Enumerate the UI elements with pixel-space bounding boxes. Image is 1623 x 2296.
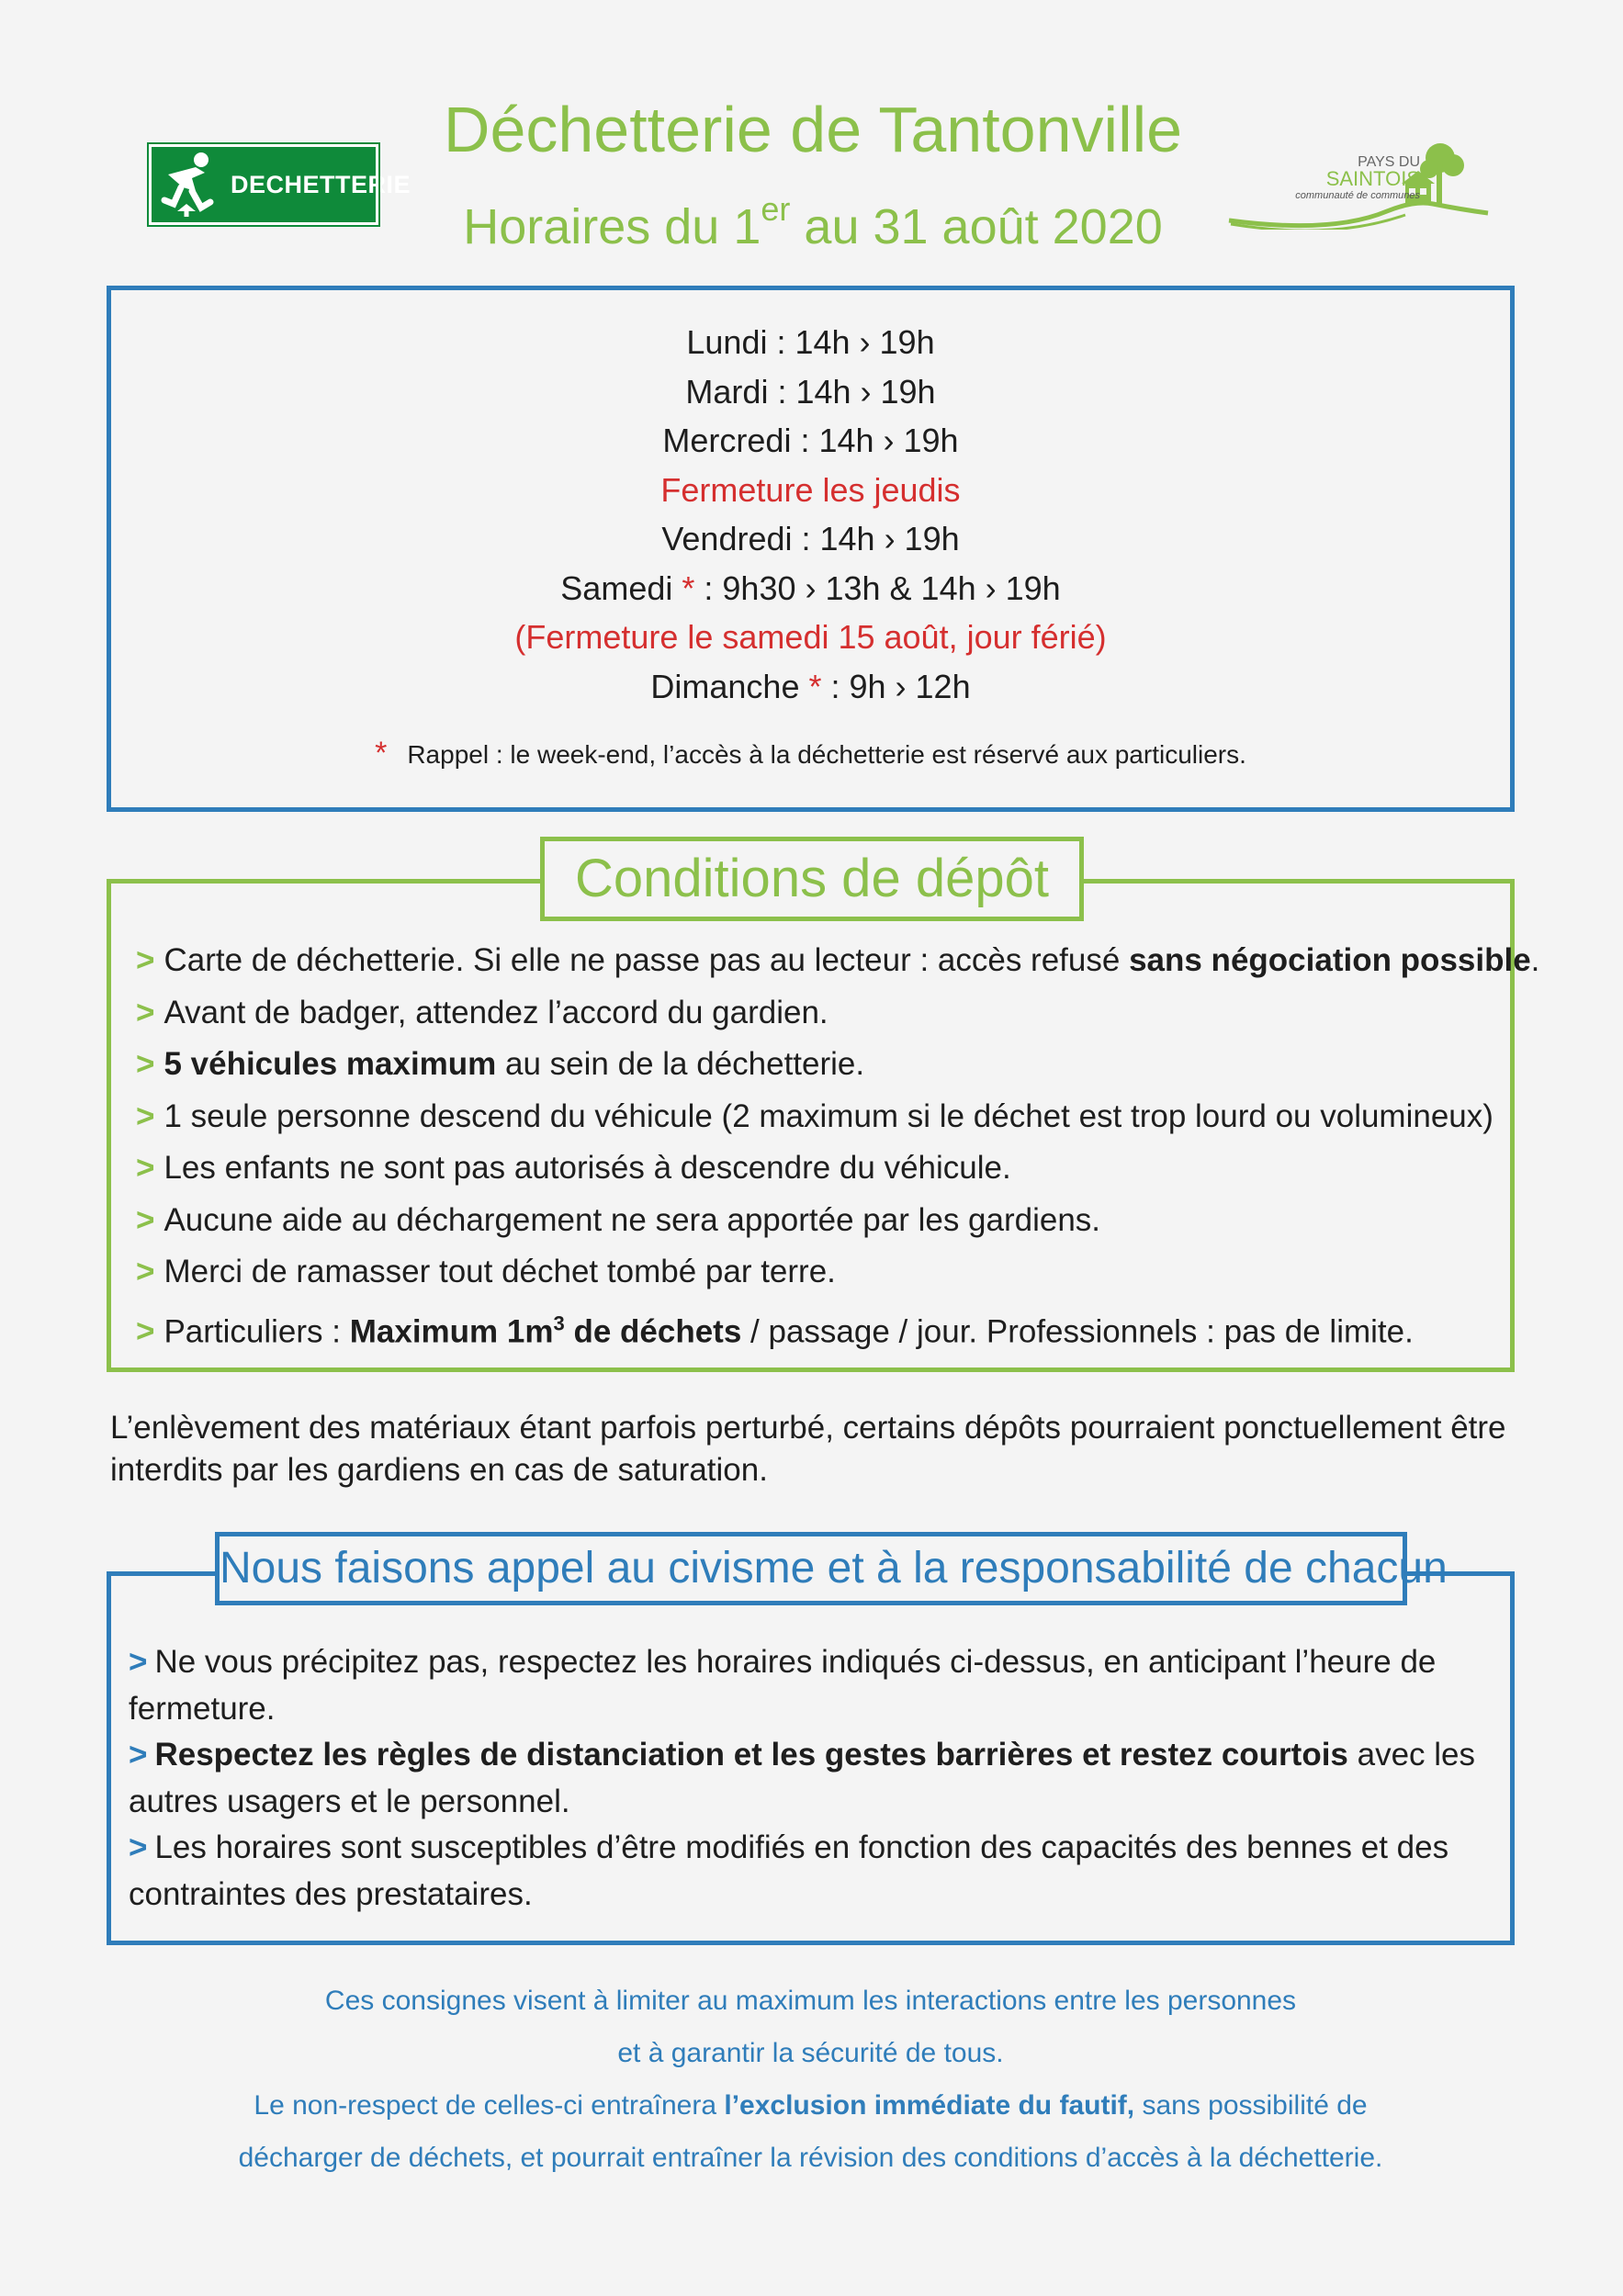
condition-item: > Aucune aide au déchargement ne sera apportée par les gardiens. (136, 1201, 1101, 1238)
hours-saturday: Samedi * : 9h30 › 13h & 14h › 19h (560, 568, 1061, 607)
pays-du-saintois-logo (1222, 138, 1497, 230)
page-subtitle: Horaires du 1er au 31 août 2020 (463, 190, 1163, 254)
weekend-reminder: * Rappel : le week-end, l’accès à la déchetterie est réservé aux particuliers. (375, 736, 1246, 771)
logo-right-line1: PAYS DU (1358, 154, 1420, 170)
dechetterie-logo (149, 144, 411, 225)
logo-right-line3: communauté de communes (1295, 190, 1420, 201)
hours-monday: Lundi : 14h › 19h (686, 323, 935, 361)
hours-friday: Vendredi : 14h › 19h (661, 520, 960, 557)
hours-tuesday: Mardi : 14h › 19h (685, 372, 936, 411)
condition-item: > Merci de ramasser tout déchet tombé par terre. (136, 1254, 836, 1289)
hours-sunday: Dimanche * : 9h › 12h (650, 667, 971, 705)
hours-thursday-closed: Fermeture les jeudis (660, 470, 961, 509)
conditions-list (136, 935, 1540, 1358)
condition-item: > Les enfants ne sont pas autorisés à descendre du véhicule. (136, 1150, 1011, 1186)
page-title: Déchetterie de Tantonville (443, 94, 1183, 165)
logo-right-line2: SAINTOIS (1325, 167, 1420, 190)
footer-notice (107, 1975, 1515, 2184)
civisme-item: > Ne vous précipitez pas, respectez les horaires indiqués ci-dessus, en anticipant l’heure de fermeture. (129, 1644, 1437, 1727)
condition-item: > Particuliers : Maximum $1m^3$ de déchets / passage / jour. Professionnels : pas de limite. (136, 1311, 1414, 1350)
condition-item: > 5 véhicules maximum au sein de la déchetterie. (136, 1046, 865, 1082)
condition-item: > Avant de badger, attendez l’accord du gardien. (136, 994, 828, 1030)
footer-line: Le non-respect de celles-ci entraînera l’exclusion immédiate du fautif, sans possibilité de (254, 2090, 1368, 2121)
condition-item: > 1 seule personne descend du véhicule (2 maximum si le déchet est trop lourd ou volumineux) (136, 1097, 1493, 1134)
recycling-person-icon (155, 148, 220, 221)
hours-list (107, 318, 1515, 711)
hours-wednesday: Mercredi : 14h › 19h (662, 422, 959, 459)
footer-line: Ces consignes visent à limiter au maximum les interactions entre les personnes (324, 1986, 1297, 2016)
civisme-item: > Respectez les règles de distanciation et les gestes barrières et restez courtois avec les autres usagers et le personnel. (129, 1737, 1476, 1819)
saturation-note: L’enlèvement des matériaux étant parfois perturbé, certains dépôts pourraient ponctuellement être interdits par les gardiens en cas de saturation. (110, 1410, 1506, 1488)
civisme-item: > Les horaires sont susceptibles d’être modifiés en fonction des capacités des bennes et des contraintes des prestataires. (129, 1829, 1449, 1912)
logo-text: DECHETTERIE (231, 170, 411, 198)
conditions-title: Conditions de dépôt (540, 837, 1084, 921)
hours-saturday-closure: (Fermeture le samedi 15 août, jour férié) (514, 618, 1107, 656)
condition-item: > Carte de déchetterie. Si elle ne passe pas au lecteur : accès refusé sans négociation possible. (136, 942, 1540, 978)
footer-line: et à garantir la sécurité de tous. (617, 2038, 1004, 2068)
civisme-title: Nous faisons appel au civisme et à la responsabilité de chacun (215, 1532, 1407, 1605)
civisme-text (129, 1639, 1506, 1918)
footer-line: décharger de déchets, et pourrait entraîner la révision des conditions d’accès à la déchetterie. (238, 2143, 1383, 2173)
